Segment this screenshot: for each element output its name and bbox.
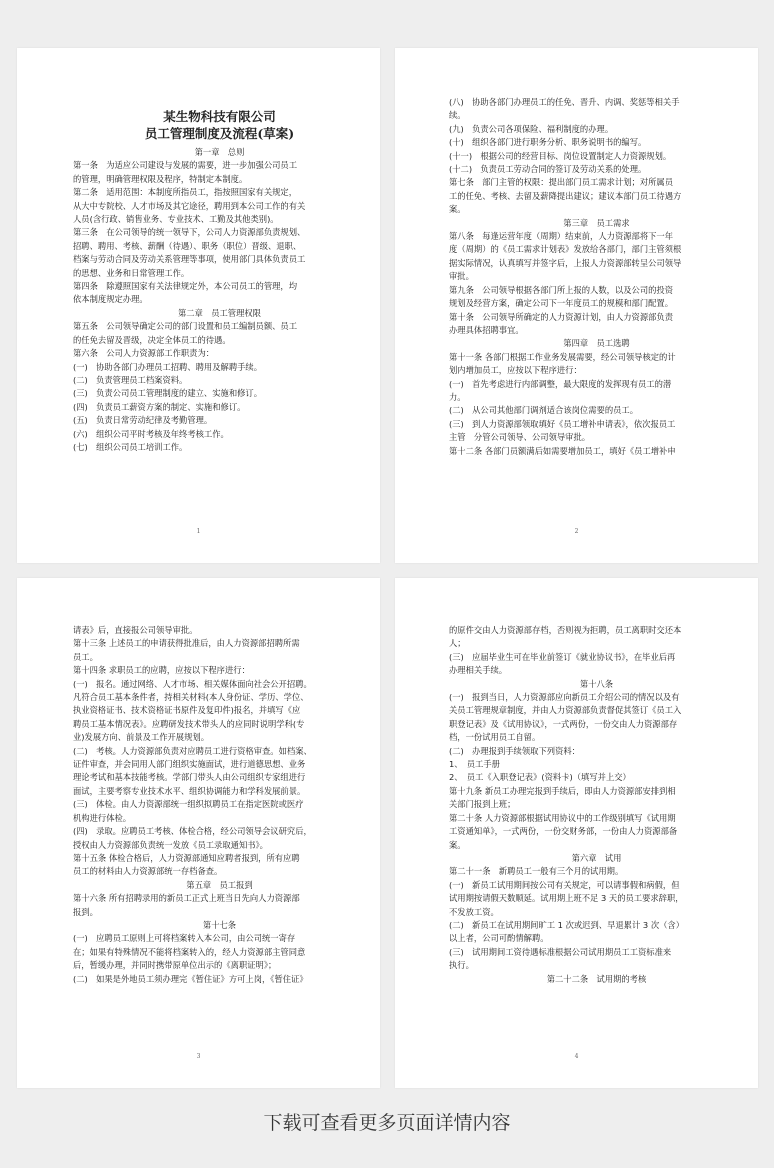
document-title: 某生物科技有限公司 [163, 109, 276, 124]
text-line: 工的任免、考核、去留及薪降提出建议；建议本部门员工待遇方 [449, 190, 682, 201]
text-line: 1、 员工手册 [449, 759, 500, 770]
text-line: 工资通知单》，一式两份，一份交财务部，一份由人力资源部备 [449, 826, 678, 837]
text-line: (一) 报到当日，人力资源部应向新员工介绍公司的情况以及有 [449, 692, 680, 703]
section-heading: 第一章 总则 [194, 147, 245, 157]
document-subtitle: 员工管理制度及流程(草案) [144, 126, 295, 141]
text-line: 报到。 [73, 906, 98, 917]
text-line: (一) 应聘员工原则上可将档案转入本公司，由公司统一寄存 [73, 933, 296, 944]
text-line: (六) 组织公司平时考核及年终考核工作。 [73, 428, 229, 439]
text-line: 关部门报到上班； [449, 799, 516, 810]
section-heading: 第二章 员工管理权限 [178, 307, 261, 318]
text-line: 第九条 公司领导根据各部门所上报的人数，以及公司的投资 [449, 284, 674, 295]
text-line: (五) 负责日常劳动纪律及考勤管理。 [73, 415, 213, 426]
page-number: 1 [196, 528, 201, 535]
text-line: 办理相关手续。 [449, 665, 508, 676]
text-line: 第十三条 上述员工的申请获得批准后，由人力资源部招聘所需 [73, 638, 300, 649]
text-line: 第十九条 新员工办理完报到手续后，即由人力资源部安排到相 [449, 785, 676, 796]
text-line: 以上者，公司可酌情解聘。 [449, 933, 549, 944]
text-line: 招聘、聘用、考核、薪酬（待遇）、职务（职位）晋级、退职、 [73, 240, 302, 251]
text-line: 第二十一条 新聘员工一般有三个月的试用期。 [449, 866, 624, 877]
document-page-4 [395, 578, 758, 1088]
section-heading: 第四章 员工选聘 [563, 338, 630, 349]
text-line: 第四条 除遵照国家有关法律规定外，本公司员工的管理，均 [73, 281, 298, 292]
text-line: 第十条 公司领导所确定的人力资源计划，由人力资源部负责 [449, 311, 674, 322]
text-line: (三) 应届毕业生可在毕业前签订《就业协议书》，在毕业后再 [449, 651, 676, 662]
section-heading: 第十八条 [579, 678, 614, 689]
document-page-2 [395, 48, 758, 563]
text-line: 主管 分管公司领导、公司领导审批。 [449, 432, 591, 443]
text-line: 档案与劳动合同及劳动关系管理等事项，使用部门具体负责员工 [73, 254, 306, 265]
text-line: (四) 录取。应聘员工考核、体检合格，经公司领导会议研究后， [73, 826, 312, 837]
text-line: 关员工管理规章制度，并由人力资源部负责督促其签订《员工入 [449, 705, 682, 716]
text-line: 的任免去留及晋级，决定全体员工的待遇。 [73, 334, 231, 345]
text-line: 后，暂缓办理，并同时携带原单位出示的《离职证明》； [73, 960, 277, 971]
text-line: 的思想、业务和日常管理工作。 [73, 267, 190, 278]
text-line: 的管理，明确管理权限及程序，特制定本制度。 [73, 173, 248, 184]
text-line: 机构进行体检。 [73, 812, 132, 823]
text-line: (二) 从公司其他部门调剂适合该岗位需要的员工。 [449, 405, 639, 416]
page-body [449, 624, 744, 986]
text-line: (三) 负责公司员工管理制度的建立、实施和修订。 [73, 388, 263, 399]
text-line: 面试，主要考察专业技术水平、组织协调能力和学科发展前景。 [73, 785, 306, 796]
text-line: 理论考试和基本技能考核。学部门带头人由公司组织专家组进行 [73, 772, 306, 783]
text-line: 证件审查，并会同用人部门组织实施面试，进行道德思想、业务 [73, 759, 306, 770]
text-line: (四) 负责员工薪资方案的制定、实施和修订。 [73, 401, 246, 412]
text-line: 据实际情况，认真填写并签字后，上报人力资源部转呈公司领导 [449, 257, 682, 268]
text-line: 第十六条 所有招聘录用的新员工正式上班当日先向人力资源部 [73, 893, 300, 904]
text-line: (二) 办理报到手续领取下列资料： [449, 745, 580, 756]
text-line: 第六条 公司人力资源部工作职责为： [73, 348, 215, 359]
text-line: 授权由人力资源部负责统一发放《员工录取通知书》。 [73, 839, 268, 850]
text-line: 执行。 [449, 960, 474, 971]
page-number: 4 [574, 1053, 579, 1060]
document-page-3 [17, 578, 380, 1088]
page-number: 2 [574, 528, 579, 535]
text-line: 第十一条 各部门根据工作业务发展需要，经公司领导核定的计 [449, 351, 676, 362]
page-body [73, 146, 366, 454]
text-line: 第二十条 人力资源部根据试用协议中的工作级别填写《试用期 [449, 812, 676, 823]
text-line: (十二) 负责员工劳动合同的签订及劳动关系的处理。 [449, 164, 647, 175]
text-line: 第三条 在公司领导的统一领导下，公司人力资源部负责规划、 [73, 227, 306, 238]
text-line: 第一条 为适应公司建设与发展的需要，进一步加强公司员工 [73, 160, 298, 171]
section-heading: 第十七条 [202, 919, 237, 930]
text-line: 度（周期）的《员工需求计划表》发放给各部门，部门主管须根 [449, 244, 682, 255]
text-line: (十) 组织各部门进行职务分析、职务说明书的编写。 [449, 137, 647, 148]
text-line: (三) 体检。由人力资源部统一组织拟聘员工在指定医院或医疗 [73, 799, 304, 810]
text-line: 执业资格证书、技术资格证书原件及复印件)报名，并填写《应 [73, 705, 301, 716]
text-line: (二) 负责管理员工档案资料。 [73, 374, 188, 385]
text-line: (八) 协助各部门办理员工的任免、晋升、内调、奖惩等相关手 [449, 97, 680, 107]
text-line: 规划及经营方案，确定公司下一年度员工的规模和部门配置。 [449, 298, 674, 309]
text-line: 员工的材料由人力资源部统一存档备查。 [73, 866, 223, 877]
page-body [449, 96, 744, 458]
text-line: 请表》后，直接报公司领导审批。 [73, 625, 198, 635]
text-line: 在；如果有特殊情况不能将档案转入的，经人力资源部主管同意 [73, 946, 306, 957]
text-line: 续。 [449, 110, 466, 121]
text-line: (一) 协助各部门办理员工招聘、聘用及解聘手续。 [73, 361, 263, 372]
text-line: 办理具体招聘事宜。 [449, 324, 524, 335]
text-line: 试用期按请假天数顺延。试用期上班不足 3 天的员工要求辞职， [449, 893, 684, 904]
text-line: (十一) 根据公司的经营目标、岗位设置制定人力资源规划。 [449, 150, 672, 161]
text-line: 员工。 [73, 651, 98, 662]
text-line: 案。 [449, 839, 466, 850]
text-line: 职登记表》及《试用协议》，一式两份，一份交由人力资源部存 [449, 718, 678, 729]
text-line: 第八条 每逢运营年度（周期）结束前，人力资源部将下一年 [449, 231, 674, 242]
page-body [73, 624, 366, 986]
text-line: (九) 负责公司各项保险、福利制度的办理。 [449, 123, 614, 134]
text-line: 审批。 [449, 271, 474, 282]
text-line: 聘员工基本情况表》。应聘研发技术带头人的应同时说明学科(专 [73, 718, 305, 729]
text-line: 依本制度规定办理。 [73, 294, 148, 305]
text-line: (一) 新员工试用期间按公司有关规定，可以请事假和病假，但 [449, 879, 680, 890]
text-line: 人； [449, 638, 466, 649]
section-heading: 第六章 试用 [571, 852, 622, 863]
text-line: 第五条 公司领导确定公司的部门设置和员工编制员额、员工 [73, 321, 298, 332]
text-line: 档，一份试用员工自留。 [449, 732, 541, 743]
text-line: 的原件交由人力资源部存档，否则视为拒聘，员工离职时交还本 [449, 625, 682, 635]
text-line: 第十二条 各部门员额满后如需要增加员工，填好《员工增补申 [449, 445, 676, 456]
text-line: (二) 新员工在试用期间旷工 1 次或迟到、早退累计 3 次（含） [449, 919, 685, 930]
text-line: 第七条 部门主管的权限：提出部门员工需求计划；对所属员 [449, 177, 674, 188]
text-line: (一) 报名。通过网络、人才市场、相关媒体面向社会公开招聘。 [73, 678, 312, 689]
text-line: 不发放工资。 [449, 906, 499, 917]
text-line: 第十五条 体检合格后，人力资源部通知应聘者报到，所有应聘 [73, 852, 300, 863]
text-line: (一) 首先考虑进行内部调整，最大限度的发挥现有员工的潜 [449, 378, 672, 389]
download-more-prompt[interactable]: 下载可查看更多页面详情内容 [263, 1112, 511, 1134]
text-line: 凡符合员工基本条件者，持相关材料(本人身份证、学历、学位、 [73, 692, 309, 703]
text-line: (二) 考核。人力资源部负责对应聘员工进行资格审查。如档案、 [73, 745, 312, 756]
text-line: 力。 [449, 391, 466, 402]
section-heading: 第五章 员工报到 [186, 879, 253, 890]
text-line: 2、 员工《入职登记表》(资料卡)（填写并上交） [449, 772, 631, 783]
text-line: 人员(含行政、销售业务、专业技术、工勤及其他类别)。 [73, 214, 279, 225]
text-line: 从大中专院校、人才市场及其它途径，聘用到本公司工作的有关 [73, 200, 306, 211]
text-line: 第二条 适用范围：本制度所指员工，指按照国家有关规定， [73, 187, 298, 198]
text-line: 第十四条 求职员工的应聘，应按以下程序进行： [73, 665, 250, 676]
text-line: (三) 到人力资源部领取填好《员工增补申请表》，依次报员工 [449, 418, 676, 429]
text-line: 业)发展方向、前景及工作开展规划。 [73, 732, 209, 743]
text-line: 案。 [449, 204, 466, 215]
section-heading: 第三章 员工需求 [563, 217, 630, 228]
text-line: (二) 如果是外地员工须办理完《暂住证》方可上岗，《暂住证》 [73, 973, 308, 984]
page-number: 3 [196, 1053, 201, 1060]
text-line: (七) 组织公司员工培训工作。 [73, 441, 188, 452]
text-line: (三) 试用期间工资待遇标准根据公司试用期员工工资标准来 [449, 946, 672, 957]
document-page-1 [17, 48, 380, 563]
text-line: 划内增加员工，应按以下程序进行： [449, 365, 582, 376]
section-heading: 第二十二条 试用期的考核 [546, 973, 647, 984]
